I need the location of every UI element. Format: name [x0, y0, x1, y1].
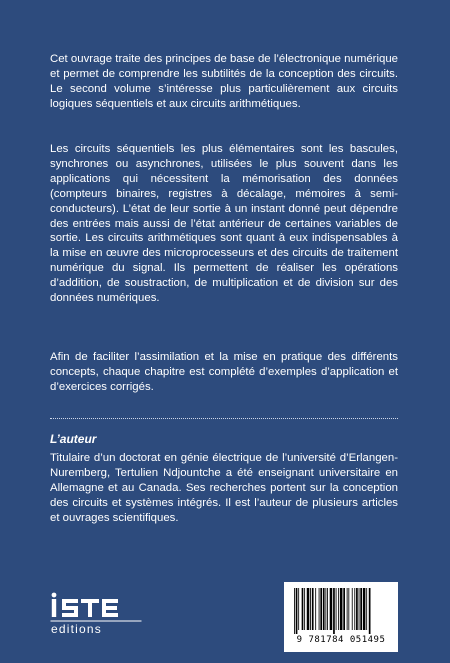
barcode-bar [315, 588, 316, 630]
author-bio-block [50, 451, 398, 526]
logo-subline: editions [51, 622, 102, 636]
intro-paragraph [50, 52, 398, 112]
barcode-bar [302, 588, 304, 630]
exercises-paragraph [50, 350, 398, 395]
section-divider [50, 418, 398, 419]
barcode-bar [347, 588, 348, 630]
barcode-bar [310, 588, 311, 630]
barcode-bar [327, 588, 328, 630]
paragraph-2: Les circuits séquentiels les plus élémentaires sont les bascules, synchrones ou asynchrones, utilisées le plus souvent dans les applications qui nécessitent la mémorisation des données (compteurs binaires, registres à décalage, mémoires à semi-conducteurs). L’état de leur sortie à un instant donné peut dépendre des entrées mais aussi de l’état antérieur de certaines variables de sortie. Les circuits arithmétiques sont quant à eux indispensables à la mise en œuvre des microprocesseurs et des circuits de traitement numérique du signal. Ils permettent de réaliser les opérations d’addition, de soustraction, de multiplication et de division sur des données numériques. [50, 143, 398, 305]
paragraph-1: Cet ouvrage traite des principes de base de l’électronique numérique et permet de comprendre les subtilités de la conception des circuits. Le second volume s’intéresse plus particulièrement aux circuits logiques séquentiels et aux circuits arithmétiques. [50, 53, 398, 110]
barcode-bar [360, 588, 362, 630]
barcode-bar [369, 588, 371, 634]
barcode-bar [333, 588, 335, 634]
barcode-bar [312, 588, 314, 630]
author-bio: Titulaire d’un doctorat en génie électrique de l’université d’Erlangen-Nuremberg, Tertulien Ndjountche a été enseignant universitaire en Allemagne et au Canada. Ses recherches portent sur la conception des circuits et systèmes intégrés. Il est l’auteur de plusieurs articles et ouvrages scientifiques. [50, 452, 398, 524]
iste-editions-logo [50, 592, 142, 636]
barcode-bar [330, 588, 333, 630]
sequential-circuits-paragraph [50, 142, 398, 306]
barcode-bar [323, 588, 325, 630]
barcode-bar [366, 588, 367, 630]
barcode-bar [298, 588, 299, 630]
barcode-bar [352, 588, 353, 630]
author-heading: L’auteur [50, 432, 97, 446]
barcode-bar [343, 588, 345, 630]
barcode-bar [359, 588, 360, 630]
barcode-bar [319, 588, 320, 630]
barcode-bar [338, 588, 339, 630]
barcode-bar [336, 588, 337, 630]
barcode-bar [294, 588, 295, 634]
barcode-bar [340, 588, 343, 630]
barcode-bar [363, 588, 366, 630]
barcode-bar [348, 588, 349, 630]
barcode-bar [325, 588, 326, 630]
barcode-bar [320, 588, 322, 630]
paragraph-3: Afin de faciliter l’assimilation et la mise en pratique des différents concepts, chaque chapitre est complété d’exemples d’application et d’exercices corrigés. [50, 351, 398, 393]
barcode-bar [296, 588, 298, 634]
barcode-icon [292, 588, 390, 634]
barcode-bar [304, 588, 305, 630]
barcode-bar [356, 588, 358, 630]
barcode-bar [307, 588, 310, 630]
isbn-number: 9 781784 051495 [296, 635, 386, 645]
barcode-bar [354, 588, 355, 630]
barcode-panel [284, 582, 398, 652]
